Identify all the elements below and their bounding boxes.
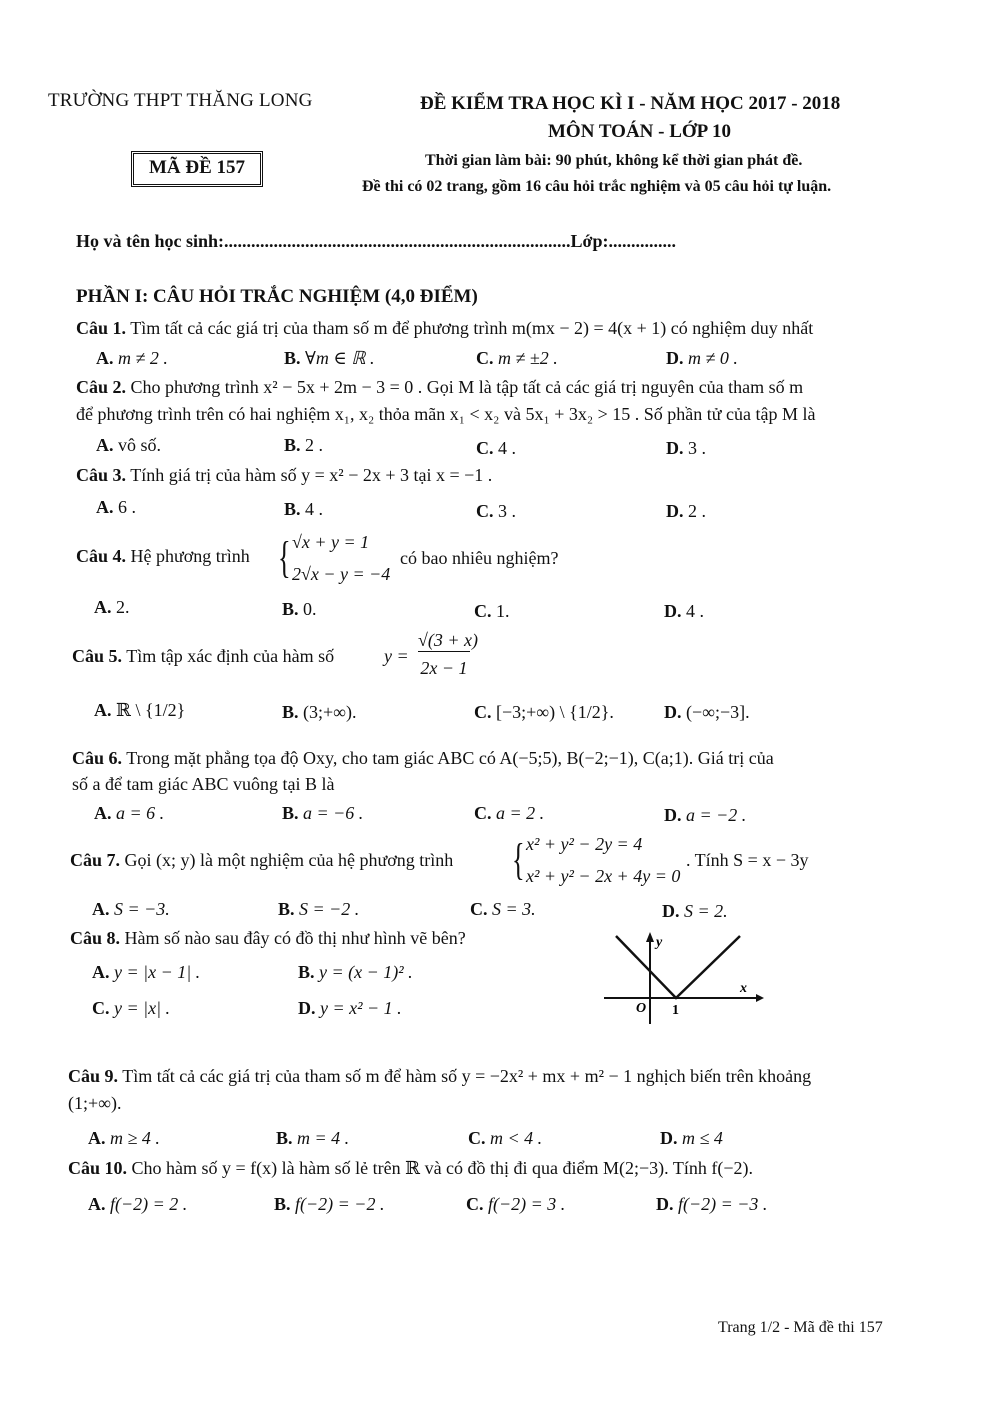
question-2: [76, 377, 803, 398]
question-text: Cho hàm số y = f(x) là hàm số lẻ trên ℝ và có đồ thị đi qua điểm M(2;−3). Tính f(−2).: [131, 1158, 753, 1178]
question-3: [76, 465, 492, 486]
question-9: [68, 1066, 811, 1087]
q8-option-b: B. y = (x − 1)² .: [298, 962, 413, 982]
question-text: Tìm tất cả các giá trị của tham số m để phương trình m(mx − 2) = 4(x + 1) có nghiệm duy nhất: [130, 318, 814, 338]
q1-option-b: B. ∀m ∈ ℝ .: [284, 348, 375, 368]
x-axis-arrow-icon: [756, 994, 764, 1002]
q7-text-after: . Tính S = x − 3y: [686, 850, 809, 870]
q8-option-a: A. y = |x − 1| .: [92, 962, 201, 982]
question-2-line-2: để phương trình trên có hai nghiệm x₁, x₂ thỏa mãn x₁ < x₂ và 5x₁ + 3x₂ > 15 . Số phần tử của tập M là: [76, 404, 816, 424]
school-name: TRƯỜNG THPT THĂNG LONG: [48, 90, 313, 111]
q9-option-d: D. m ≤ 4: [660, 1128, 723, 1148]
q9-option-c: C. m < 4 .: [468, 1128, 543, 1148]
x-axis-label: x: [740, 981, 747, 996]
question-6: [72, 748, 774, 769]
question-1: [76, 318, 813, 339]
q6-option-d: D. a = −2 .: [664, 805, 747, 825]
y-axis-label: y: [656, 935, 663, 950]
question-6-line-2: số a để tam giác ABC vuông tại B là: [72, 774, 335, 794]
student-info-line: Họ và tên học sinh:.............................................................................Lớp:...............: [76, 231, 676, 251]
q5-fraction-denominator: 2x − 1: [420, 658, 468, 678]
q10-option-a: A. f(−2) = 2 .: [88, 1194, 188, 1214]
q9-option-a: A. m ≥ 4 .: [88, 1128, 160, 1148]
q2-option-c: C. 4 .: [476, 438, 516, 458]
question-label: Câu 6.: [72, 748, 123, 768]
question-label: Câu 10.: [68, 1158, 128, 1178]
q8-graph: [604, 930, 764, 1025]
q4-system-eq2: 2√x − y = −4: [292, 564, 391, 584]
page-footer: Trang 1/2 - Mã đề thi 157: [718, 1319, 883, 1336]
question-label: Câu 7.: [70, 850, 121, 870]
question-9-line-2: (1;+∞).: [68, 1093, 122, 1113]
question-text: Cho phương trình x² − 5x + 2m − 3 = 0 . Gọi M là tập tất cả các giá trị nguyên của tham số m: [130, 377, 804, 397]
q1-option-d: D. m ≠ 0 .: [666, 348, 738, 368]
y-axis-arrow-icon: [646, 932, 654, 942]
exam-code-box: MÃ ĐỀ 157: [131, 151, 263, 187]
q7-option-b: B. S = −2 .: [278, 899, 360, 919]
q1-option-a: A. m ≠ 2 .: [96, 348, 168, 368]
q3-option-a: A. 6 .: [96, 497, 136, 517]
subject-title: MÔN TOÁN - LỚP 10: [548, 121, 731, 142]
question-text: Tính giá trị của hàm số y = x² − 2x + 3 tại x = −1 .: [130, 465, 493, 485]
question-label: Câu 3.: [76, 465, 127, 485]
q4-option-a: A. 2.: [94, 597, 130, 617]
q10-option-c: C. f(−2) = 3 .: [466, 1194, 566, 1214]
q2-option-a: A. vô số.: [96, 435, 162, 455]
q5-option-c: C. [−3;+∞) \ {1/2}.: [474, 702, 614, 722]
q2-option-d: D. 3 .: [666, 438, 706, 458]
x-tick-label: 1: [672, 1003, 679, 1018]
q5-option-b: B. (3;+∞).: [282, 702, 357, 722]
question-8: [70, 928, 466, 949]
q6-option-c: C. a = 2 .: [474, 803, 545, 823]
q7-option-a: A. S = −3.: [92, 899, 170, 919]
q7-system-eq2: x² + y² − 2x + 4y = 0: [526, 866, 681, 886]
q5-fraction-numerator: √(3 + x): [418, 630, 479, 650]
q7-option-d: D. S = 2.: [662, 901, 728, 921]
q8-option-d: D. y = x² − 1 .: [298, 998, 402, 1018]
question-4: [76, 546, 250, 567]
q8-option-c: C. y = |x| .: [92, 998, 171, 1018]
q4-option-c: C. 1.: [474, 601, 510, 621]
question-text: Gọi (x; y) là một nghiệm của hệ phương trình: [124, 850, 454, 870]
q9-option-b: B. m = 4 .: [276, 1128, 350, 1148]
q10-option-d: D. f(−2) = −3 .: [656, 1194, 768, 1214]
q3-option-c: C. 3 .: [476, 501, 516, 521]
q4-option-d: D. 4 .: [664, 601, 704, 621]
q2-option-b: B. 2 .: [284, 435, 324, 455]
question-label: Câu 9.: [68, 1066, 119, 1086]
graph-curve: [616, 936, 740, 998]
question-text: Tìm tập xác định của hàm số: [126, 646, 335, 666]
q3-option-b: B. 4 .: [284, 499, 324, 519]
question-5: [72, 646, 334, 667]
question-text: Hàm số nào sau đây có đồ thị như hình vẽ bên?: [124, 928, 466, 948]
q6-option-a: A. a = 6 .: [94, 803, 165, 823]
question-text: Tìm tất cả các giá trị của tham số m để hàm số y = −2x² + mx + m² − 1 nghịch biến trên khoảng: [122, 1066, 812, 1086]
origin-label: O: [636, 1001, 647, 1016]
q5-option-d: D. (−∞;−3].: [664, 702, 750, 722]
q6-option-b: B. a = −6 .: [282, 803, 364, 823]
question-label: Câu 2.: [76, 377, 127, 397]
q1-option-c: C. m ≠ ±2 .: [476, 348, 558, 368]
q7-system-eq1: x² + y² − 2y = 4: [526, 834, 643, 854]
q5-option-a: A. ℝ \ {1/2}: [94, 700, 186, 720]
q7-option-c: C. S = 3.: [470, 899, 536, 919]
q4-text-after: có bao nhiêu nghiệm?: [400, 548, 559, 568]
question-label: Câu 5.: [72, 646, 123, 666]
q3-option-d: D. 2 .: [666, 501, 706, 521]
q4-system-eq1: √x + y = 1: [292, 532, 370, 552]
pages-note: Đề thi có 02 trang, gồm 16 câu hỏi trắc nghiệm và 05 câu hỏi tự luận.: [362, 178, 832, 195]
exam-title: ĐỀ KIỂM TRA HỌC KÌ I - NĂM HỌC 2017 - 2018: [420, 93, 841, 114]
question-10: [68, 1158, 753, 1179]
question-label: Câu 8.: [70, 928, 121, 948]
q4-option-b: B. 0.: [282, 599, 317, 619]
question-label: Câu 4.: [76, 546, 127, 566]
part-title: PHẦN I: CÂU HỎI TRẮC NGHIỆM (4,0 ĐIỂM): [76, 286, 478, 307]
time-note: Thời gian làm bài: 90 phút, không kể thời gian phát đề.: [425, 152, 803, 169]
system-brace: {: [512, 835, 525, 884]
question-text: Trong mặt phẳng tọa độ Oxy, cho tam giác ABC có A(−5;5), B(−2;−1), C(a;1). Giá trị của: [126, 748, 774, 768]
q5-func: y =: [384, 646, 409, 666]
question-7: [70, 850, 453, 871]
question-text: Hệ phương trình: [130, 546, 250, 566]
system-brace: {: [278, 533, 291, 582]
question-label: Câu 1.: [76, 318, 127, 338]
q10-option-b: B. f(−2) = −2 .: [274, 1194, 385, 1214]
